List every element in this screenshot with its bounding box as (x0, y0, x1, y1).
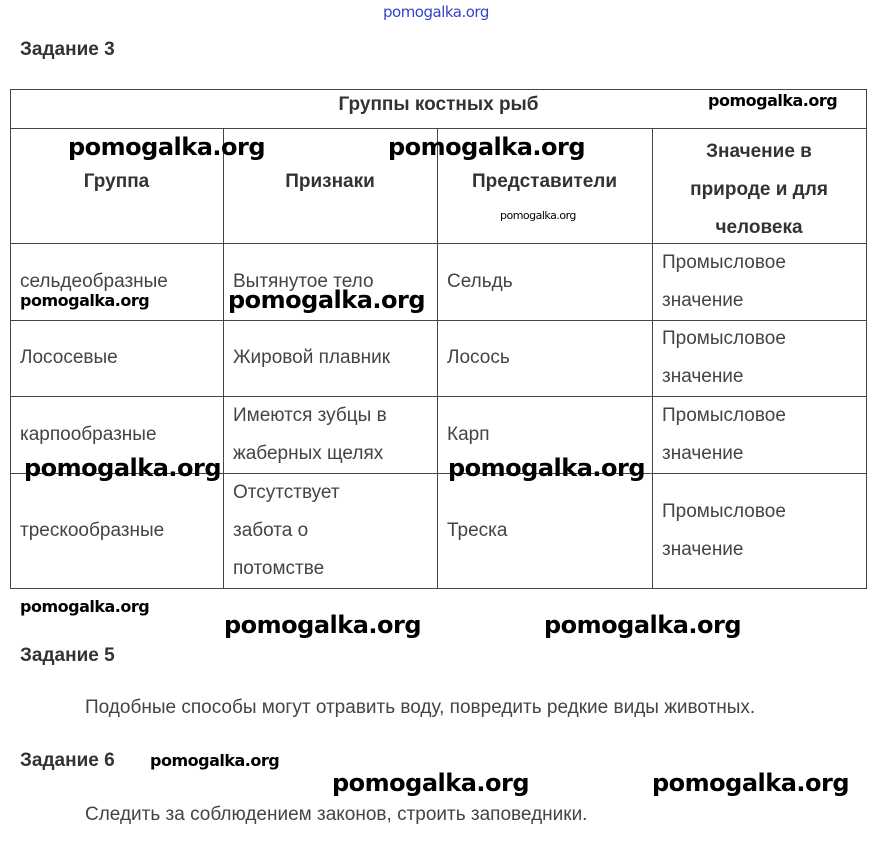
cell-significance (662, 244, 786, 320)
header-line: природе и для (690, 179, 828, 200)
header-representatives: Представители (471, 171, 618, 192)
watermark: pomogalka.org (500, 209, 576, 222)
task6-text: Следить за соблюдением законов, строить заповедники. (85, 804, 588, 825)
cell-line: значение (662, 289, 744, 311)
cell-significance (662, 320, 786, 396)
cell-group (20, 512, 164, 550)
cell-line: значение (662, 538, 744, 560)
cell-line: Промысловое (662, 251, 786, 273)
task5-text: Подобные способы могут отравить воду, повредить редкие виды животных. (85, 697, 756, 718)
cell-line: карпообразные (20, 423, 157, 445)
cell-line: Лососевые (20, 347, 118, 368)
watermark: pomogalka.org (68, 133, 266, 161)
cell-line: Лосось (447, 347, 510, 368)
cell-line: значение (662, 366, 744, 387)
cell-significance (662, 493, 786, 569)
watermark: pomogalka.org (224, 611, 422, 639)
header-significance (652, 133, 866, 247)
watermark: pomogalka.org (20, 291, 150, 310)
cell-line: Вытянутое тело (233, 270, 374, 292)
header-features: Признаки (285, 171, 375, 192)
header-line: Значение в (706, 141, 812, 162)
cell-line: Карп (447, 423, 490, 445)
header-group: Группа (83, 171, 150, 192)
watermark: pomogalka.org (448, 454, 646, 482)
cell-line: Промысловое (662, 328, 786, 349)
cell-line: сельдеобразные (20, 270, 168, 292)
watermark: pomogalka.org (228, 286, 426, 314)
watermark: pomogalka.org (708, 91, 838, 110)
site-header-watermark: pomogalka.org (383, 3, 489, 21)
watermark: pomogalka.org (388, 133, 586, 161)
cell-line: забота о (233, 519, 309, 541)
cell-significance (662, 397, 786, 473)
watermark: pomogalka.org (20, 597, 150, 616)
cell-line: Сельдь (447, 270, 513, 292)
watermark: pomogalka.org (150, 751, 280, 770)
cell-line: Промысловое (662, 404, 786, 426)
header-line: человека (715, 217, 803, 238)
cell-line: трескообразные (20, 519, 165, 541)
watermark: pomogalka.org (332, 769, 530, 797)
watermark: pomogalka.org (24, 454, 222, 482)
cell-features (233, 339, 390, 377)
table-title: Группы костных рыб (338, 94, 539, 115)
task5-heading: Задание 5 (20, 645, 115, 666)
cell-line: Жировой плавник (233, 347, 391, 368)
cell-line: Треска (447, 519, 508, 541)
cell-line: Отсутствует (233, 481, 340, 503)
cell-line: значение (662, 442, 744, 464)
watermark: pomogalka.org (652, 769, 850, 797)
watermark: pomogalka.org (544, 611, 742, 639)
cell-features (233, 474, 340, 588)
cell-representative (447, 416, 490, 454)
cell-line: Имеются зубцы в (233, 404, 387, 426)
cell-representative (447, 512, 507, 550)
cell-line: потомстве (233, 557, 325, 579)
cell-line: жаберных щелях (233, 442, 384, 464)
cell-group (20, 339, 118, 377)
cell-group (20, 416, 157, 454)
cell-representative (447, 263, 513, 301)
cell-representative (447, 339, 510, 377)
cell-line: Промысловое (662, 500, 786, 522)
task6-heading: Задание 6 (20, 750, 115, 771)
cell-features (233, 397, 387, 473)
task3-heading: Задание 3 (20, 39, 115, 60)
